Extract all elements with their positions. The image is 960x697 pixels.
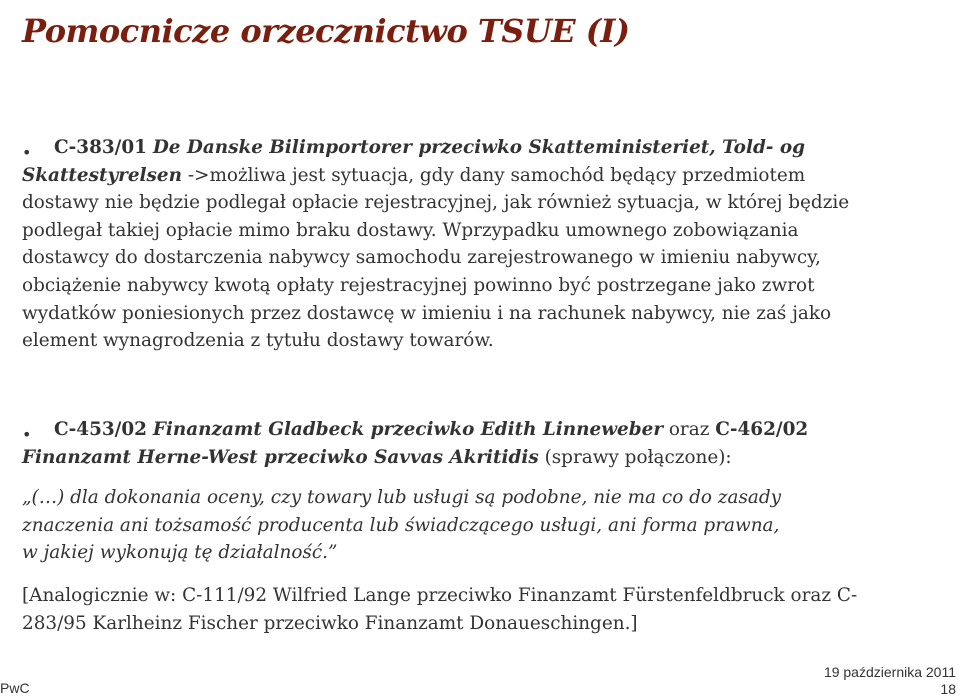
analogous-cases bbox=[22, 582, 942, 637]
text-fragment: ->możliwa jest sytuacja, gdy dany samochód będący przedmiotem bbox=[181, 164, 806, 186]
quote-line: „(…) dla dokonania oceny, czy towary lub usługi są podobne, nie ma co do zasady bbox=[22, 487, 782, 508]
case-item-1-line-2 bbox=[22, 162, 942, 190]
analog-line: [Analogicznie w: C-111/92 Wilfried Lange przeciwko Finanzamt Fürstenfeldbruck oraz C- bbox=[22, 585, 858, 606]
quote-line: w jakiej wykonują tę działalność.” bbox=[22, 542, 338, 564]
case-name-continued: Skattestyrelsen bbox=[22, 164, 182, 186]
slide-title: Pomocnicze orzecznictwo TSUE (I) bbox=[22, 12, 630, 50]
joined-note: (sprawy połączone): bbox=[538, 446, 732, 468]
case-item-1-body bbox=[22, 162, 942, 355]
case-number: C-383/01 bbox=[54, 137, 147, 158]
quote-block bbox=[22, 484, 942, 567]
analog-line: 283/95 Karlheinz Fischer przeciwko Finanzamt Donaueschingen.] bbox=[22, 612, 638, 634]
footer-date: 19 października 2011 bbox=[823, 664, 956, 680]
paragraph-line: dostawcy do dostarczenia nabywcy samochodu zarejestrowanego w imieniu nabywcy, bbox=[22, 247, 821, 269]
quote-line: znaczenia ani tożsamość producenta lub świadczącego usługi, ani forma prawna, bbox=[22, 514, 780, 536]
case-number: C-453/02 bbox=[54, 419, 147, 440]
case-item-2-line-1 bbox=[54, 416, 954, 444]
paragraph-line: obciążenie nabywcy kwotą opłaty rejestracyjnej powinno być postrzegane jako zwrot bbox=[22, 274, 815, 296]
bullet-marker: • bbox=[22, 425, 32, 444]
case-name: De Danske Bilimportorer przeciwko Skatteministeriet, Told- og bbox=[152, 137, 805, 158]
case-number: C-462/02 bbox=[715, 419, 809, 440]
paragraph-line: wydatków poniesionych przez dostawcę w imieniu i na rachunek nabywcy, nie zaś jako bbox=[22, 302, 832, 324]
case-name: Finanzamt Gladbeck przeciwko Edith Linneweber bbox=[152, 419, 664, 440]
case-item-1 bbox=[54, 134, 954, 162]
case-item-1-line-1 bbox=[54, 134, 954, 162]
paragraph-line: dostawy nie będzie podlegał opłacie rejestracyjnej, jak również sytuacja, w której będzie bbox=[22, 192, 850, 214]
page-number: 18 bbox=[940, 681, 956, 697]
paragraph-line: podlegał takiej opłacie mimo braku dostawy. Wprzypadku umownego zobowiązania bbox=[22, 219, 799, 241]
paragraph-line: element wynagrodzenia z tytułu dostawy towarów. bbox=[22, 330, 494, 352]
bullet-marker: • bbox=[22, 143, 32, 162]
conjunction: oraz bbox=[663, 419, 716, 440]
case-name: Finanzamt Herne-West przeciwko Savvas Akritidis bbox=[22, 446, 539, 468]
footer-brand: PwC bbox=[0, 680, 30, 696]
case-item-2 bbox=[54, 416, 954, 444]
case-item-2-line-2 bbox=[22, 444, 942, 472]
case-item-2-body bbox=[22, 444, 942, 472]
